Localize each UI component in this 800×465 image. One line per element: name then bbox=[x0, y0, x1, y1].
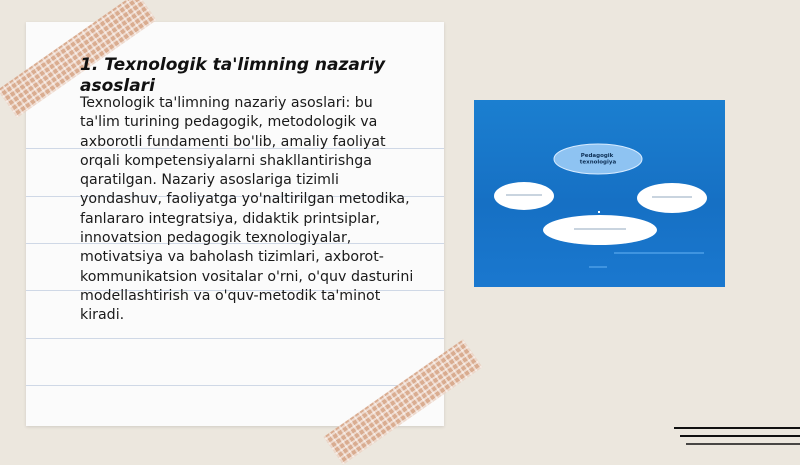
bottom-node-text-placeholder bbox=[574, 228, 626, 230]
center-node-label bbox=[580, 153, 617, 166]
caption-line-short bbox=[589, 266, 607, 268]
right-node-text-placeholder bbox=[652, 196, 692, 198]
decorative-lines bbox=[672, 424, 800, 450]
slide-body-text: Texnologik ta'limning nazariy asoslari: bu ta'lim turining pedagogik, metodologik va axborotli fundamenti bo'lib, amaliy faoliyat orqali kompetensiyalarni shakllantirishga qaratilgan. Nazariy asoslariga tizimli yondashuv, faoliyatga yo'naltirilgan metodika, fanlararo integratsiya, didaktik printsiplar, innovatsion pedagogik texnologiyalar, motivatsiya va baholash tizimlari, axborot-kommunikatsion vositalar o'rni, o'quv dasturini modellashtirish va o'quv-metodik ta'minot kiradi. bbox=[80, 95, 414, 324]
concept-diagram-image bbox=[474, 100, 725, 287]
center-node-label-line2: texnologiya bbox=[579, 159, 617, 166]
center-node-label-line1: Pedagogik bbox=[580, 153, 614, 159]
caption-line bbox=[614, 252, 704, 254]
left-node-text-placeholder bbox=[506, 194, 542, 196]
connector-dot bbox=[598, 211, 600, 213]
slide-title: 1. Texnologik ta'limning nazariy asoslari bbox=[80, 55, 386, 96]
paper-rule-line bbox=[26, 338, 444, 339]
concept-diagram bbox=[474, 100, 725, 287]
paper-rule-line bbox=[26, 385, 444, 386]
